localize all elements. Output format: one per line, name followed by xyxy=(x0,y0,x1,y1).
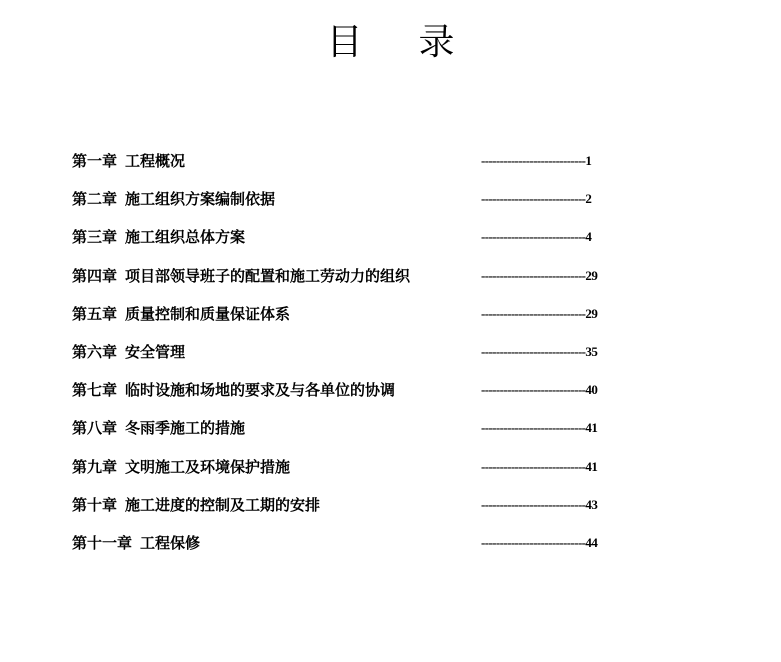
toc-entry-label xyxy=(72,452,290,482)
toc-leader-dots: ---------------------------- xyxy=(481,267,586,283)
toc-leader-dots: ---------------------------- xyxy=(481,458,586,474)
toc-entry[interactable] xyxy=(72,337,652,375)
toc-entry-label xyxy=(72,299,290,329)
toc-entry-label xyxy=(72,337,185,367)
toc-chapter-number: 第一章 xyxy=(72,152,118,170)
table-of-contents xyxy=(72,146,652,566)
toc-entry-label xyxy=(72,146,185,176)
toc-page-number: 2 xyxy=(585,191,592,207)
page-title xyxy=(0,14,781,65)
toc-entry-label xyxy=(72,490,320,520)
toc-entry[interactable] xyxy=(72,375,652,413)
toc-leader xyxy=(481,261,597,291)
toc-page-number: 41 xyxy=(585,420,598,436)
toc-page-number: 29 xyxy=(585,267,598,283)
toc-leader-dots: ---------------------------- xyxy=(481,343,586,359)
toc-leader-dots: ---------------------------- xyxy=(481,305,586,321)
toc-leader xyxy=(481,184,591,214)
toc-leader-dots: ---------------------------- xyxy=(481,229,586,245)
title-char-2: 录 xyxy=(418,22,455,63)
toc-leader xyxy=(481,337,597,367)
toc-entry-label xyxy=(72,222,245,252)
toc-entry[interactable] xyxy=(72,184,652,222)
toc-chapter-title: 冬雨季施工的措施 xyxy=(125,419,246,438)
toc-entry[interactable] xyxy=(72,261,652,299)
toc-page-number: 29 xyxy=(585,305,598,321)
toc-chapter-title: 施工组织总体方案 xyxy=(125,228,246,247)
toc-page-number: 41 xyxy=(585,458,598,474)
toc-entry[interactable] xyxy=(72,413,652,451)
toc-entry[interactable] xyxy=(72,528,652,566)
toc-entry[interactable] xyxy=(72,490,652,528)
toc-chapter-number: 第二章 xyxy=(72,190,118,209)
toc-chapter-title: 临时设施和场地的要求及与各单位的协调 xyxy=(125,381,396,400)
toc-entry[interactable] xyxy=(72,222,652,260)
toc-page-number: 1 xyxy=(585,153,592,168)
toc-chapter-number: 第三章 xyxy=(72,228,118,247)
toc-leader xyxy=(481,146,591,176)
toc-chapter-number: 第六章 xyxy=(72,342,118,361)
toc-chapter-number: 第七章 xyxy=(72,381,118,400)
toc-page-number: 40 xyxy=(585,382,598,398)
toc-chapter-number: 第四章 xyxy=(72,266,118,285)
toc-leader-dots: ---------------------------- xyxy=(481,382,586,398)
toc-chapter-title: 工程概况 xyxy=(125,152,186,170)
toc-page-number: 43 xyxy=(585,496,598,512)
toc-page-number: 35 xyxy=(585,343,598,359)
toc-leader-dots: ---------------------------- xyxy=(481,191,586,207)
toc-chapter-title: 项目部领导班子的配置和施工劳动力的组织 xyxy=(125,266,411,285)
toc-chapter-title: 文明施工及环境保护措施 xyxy=(125,457,291,476)
toc-chapter-title: 安全管理 xyxy=(125,342,186,361)
toc-entry-label xyxy=(72,261,410,291)
toc-leader-dots: ---------------------------- xyxy=(481,420,586,436)
toc-leader xyxy=(481,299,597,329)
toc-chapter-title: 质量控制和质量保证体系 xyxy=(125,304,291,323)
toc-entry[interactable] xyxy=(72,452,652,490)
toc-leader-dots: ---------------------------- xyxy=(481,496,586,512)
toc-leader xyxy=(481,375,597,405)
toc-page-number: 44 xyxy=(585,534,598,550)
toc-chapter-title: 施工组织方案编制依据 xyxy=(125,190,276,209)
toc-chapter-title: 工程保修 xyxy=(140,533,201,552)
toc-leader xyxy=(481,222,591,252)
toc-chapter-title: 施工进度的控制及工期的安排 xyxy=(125,495,321,514)
toc-leader-dots: ---------------------------- xyxy=(481,153,586,168)
toc-chapter-number: 第五章 xyxy=(72,304,118,323)
toc-entry[interactable] xyxy=(72,299,652,337)
toc-entry-label xyxy=(72,413,245,443)
toc-chapter-number: 第十一章 xyxy=(72,533,133,552)
toc-entry-label xyxy=(72,375,395,405)
toc-leader xyxy=(481,490,597,520)
toc-page-number: 4 xyxy=(585,229,592,245)
toc-entry[interactable] xyxy=(72,146,652,184)
toc-chapter-number: 第九章 xyxy=(72,457,118,476)
toc-chapter-number: 第十章 xyxy=(72,495,118,514)
toc-leader xyxy=(481,528,597,558)
title-char-1: 目 xyxy=(326,22,363,63)
toc-leader-dots: ---------------------------- xyxy=(481,534,586,550)
toc-entry-label xyxy=(72,184,275,214)
toc-chapter-number: 第八章 xyxy=(72,419,118,438)
toc-entry-label xyxy=(72,528,200,558)
toc-leader xyxy=(481,452,597,482)
toc-leader xyxy=(481,413,597,443)
